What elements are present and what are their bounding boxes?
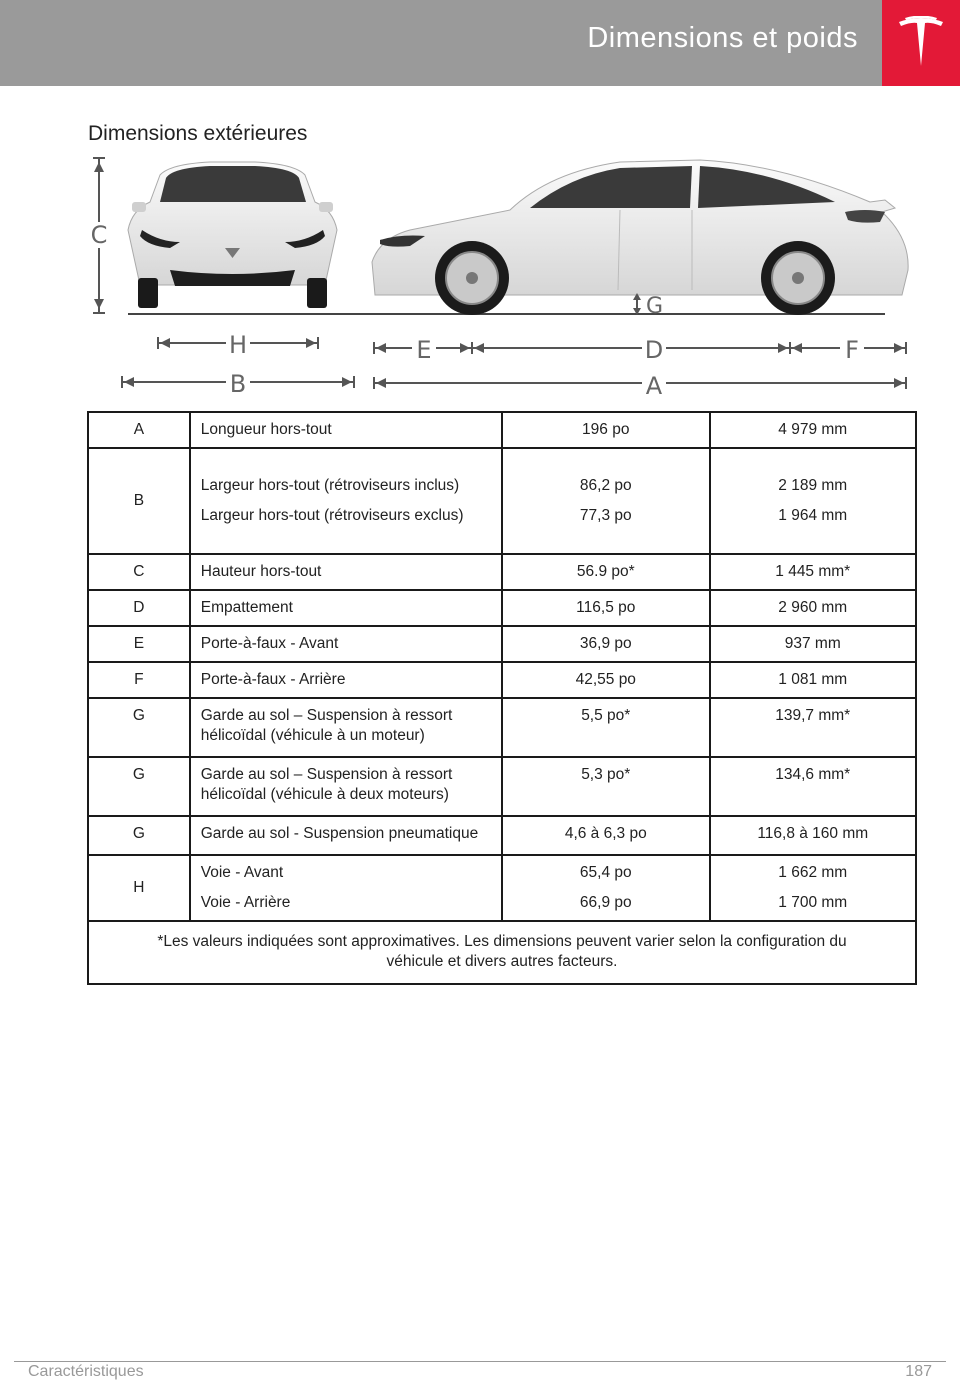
- footer-divider: [14, 1361, 946, 1362]
- table-row: [88, 816, 916, 855]
- dim-label-e: E: [416, 336, 432, 364]
- dimension-description: Porte-à-faux - Arrière: [190, 662, 502, 698]
- table-row: [88, 698, 916, 757]
- dimension-letter: F: [88, 662, 190, 698]
- dimension-letter: B: [88, 448, 190, 554]
- value-inches: 116,5 po: [502, 590, 709, 626]
- dimension-description: Garde au sol - Suspension pneumatique: [190, 816, 502, 855]
- value-mm: 4 979 mm: [710, 412, 917, 448]
- value-inches: 56.9 po*: [502, 554, 709, 590]
- dimension-description: Porte-à-faux - Avant: [190, 626, 502, 662]
- vehicle-dimensions-figure: [80, 150, 920, 400]
- table-row: [88, 448, 916, 554]
- front-view-car: [128, 162, 337, 308]
- dim-label-h: H: [228, 331, 248, 359]
- dim-label-c: C: [90, 221, 108, 249]
- dim-label-a: A: [645, 372, 663, 400]
- value-mm: 1 662 mm 1 700 mm: [710, 855, 917, 921]
- dim-label-f: F: [845, 336, 859, 364]
- dimension-description: Empattement: [190, 590, 502, 626]
- dimension-description: Garde au sol – Suspension à ressort hélicoïdal (véhicule à un moteur): [190, 698, 502, 757]
- value-mm: 2 960 mm: [710, 590, 917, 626]
- value-mm: 116,8 à 160 mm: [710, 816, 917, 855]
- page-title: Dimensions et poids: [587, 22, 858, 54]
- dimension-letter: G: [88, 757, 190, 816]
- value-mm: 134,6 mm*: [710, 757, 917, 816]
- dimension-letter: H: [88, 855, 190, 921]
- section-title: Dimensions extérieures: [88, 122, 308, 145]
- dimension-letter: G: [88, 698, 190, 757]
- table-row: [88, 412, 916, 448]
- dimensions-table: [87, 411, 917, 985]
- dim-label-g: G: [646, 294, 664, 319]
- dimension-letter: D: [88, 590, 190, 626]
- dimension-description: Garde au sol – Suspension à ressort hélicoïdal (véhicule à deux moteurs): [190, 757, 502, 816]
- dim-label-d: D: [644, 336, 664, 364]
- table-row: [88, 554, 916, 590]
- table-note-row: [88, 921, 916, 984]
- value-inches: 4,6 à 6,3 po: [502, 816, 709, 855]
- value-inches: 5,3 po*: [502, 757, 709, 816]
- dimension-letter: A: [88, 412, 190, 448]
- dimension-letter: C: [88, 554, 190, 590]
- dimension-description: Longueur hors-tout: [190, 412, 502, 448]
- footer-section: Caractéristiques: [28, 1363, 144, 1380]
- value-inches: 65,4 po 66,9 po: [502, 855, 709, 921]
- dimension-description: Hauteur hors-tout: [190, 554, 502, 590]
- dimension-letter: G: [88, 816, 190, 855]
- table-row: [88, 590, 916, 626]
- value-mm: 1 081 mm: [710, 662, 917, 698]
- dim-label-b: B: [229, 370, 247, 398]
- value-mm: 2 189 mm 1 964 mm: [710, 448, 917, 554]
- table-row: [88, 855, 916, 921]
- page-number: 187: [905, 1363, 932, 1380]
- value-mm: 1 445 mm*: [710, 554, 917, 590]
- table-footnote: *Les valeurs indiquées sont approximatives. Les dimensions peuvent varier selon la configuration du véhicule et divers autres facteurs.: [88, 921, 916, 984]
- value-inches: 86,2 po 77,3 po: [502, 448, 709, 554]
- dimension-letter: E: [88, 626, 190, 662]
- table-row: [88, 662, 916, 698]
- value-mm: 937 mm: [710, 626, 917, 662]
- dimension-description: Voie - Avant Voie - Arrière: [190, 855, 502, 921]
- table-row: [88, 757, 916, 816]
- tesla-logo-icon: [882, 0, 960, 86]
- value-inches: 5,5 po*: [502, 698, 709, 757]
- value-inches: 36,9 po: [502, 626, 709, 662]
- value-inches: 42,55 po: [502, 662, 709, 698]
- dimension-description: Largeur hors-tout (rétroviseurs inclus) Largeur hors-tout (rétroviseurs exclus): [190, 448, 502, 554]
- table-row: [88, 626, 916, 662]
- value-mm: 139,7 mm*: [710, 698, 917, 757]
- side-view-car: [372, 160, 908, 315]
- value-inches: 196 po: [502, 412, 709, 448]
